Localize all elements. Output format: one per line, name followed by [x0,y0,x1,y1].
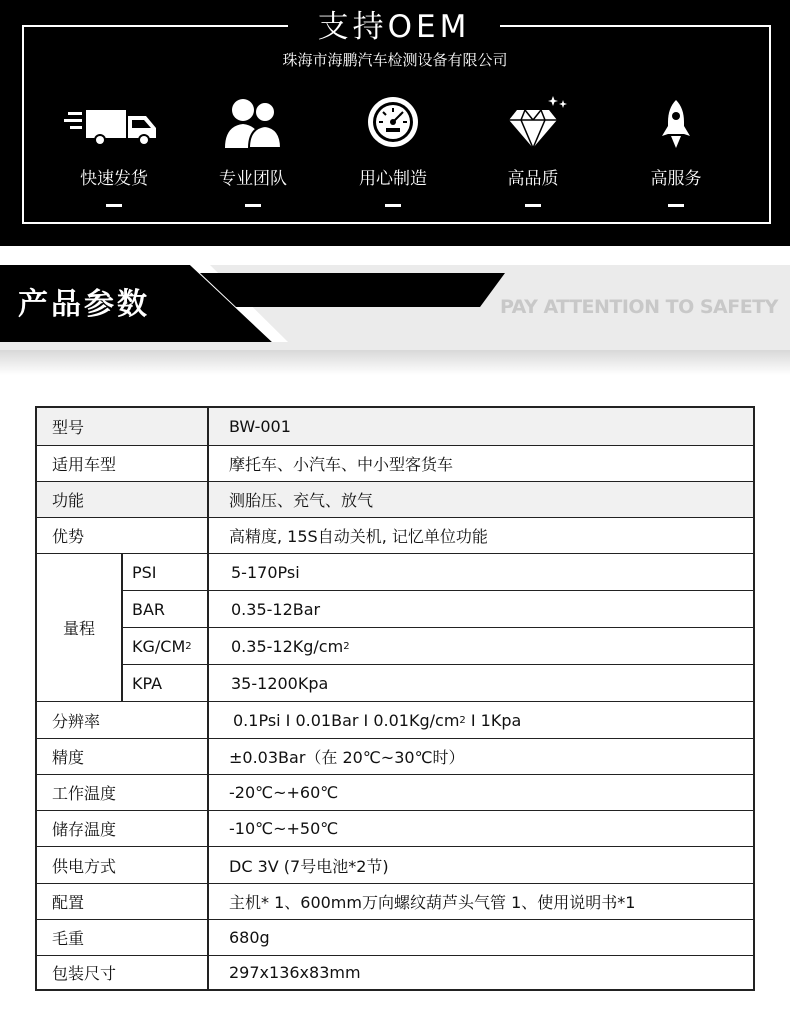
row-value: BW-001 [229,417,291,436]
divider-dash [385,204,401,207]
feature-fast-delivery [44,92,184,212]
feature-label: 高服务 [650,169,702,189]
row-label: 适用车型 [52,455,117,474]
row-label: 储存温度 [52,820,117,839]
range-value: 0.35-12Bar [231,599,321,619]
table-row-resolution [37,702,753,739]
truck-icon [64,92,164,156]
column-divider [207,591,209,627]
params-subtitle: PAY ATTENTION TO SAFETY [500,296,778,318]
row-value: -20℃~+60℃ [229,783,339,802]
table-row-power [37,847,753,884]
table-row-package-size [37,956,753,989]
row-label: 优势 [52,527,85,546]
range-value: 35-1200Kpa [231,673,329,693]
table-row-working-temp [37,775,753,811]
table-row-vehicles [37,446,753,482]
row-value: 297x136x83mm [229,963,361,982]
column-divider [207,628,209,664]
range-value: 0.35-12Kg/cm 2 [231,636,350,656]
row-value: 高精度, 15S自动关机, 记忆单位功能 [229,527,488,546]
feature-careful-manufacturing [323,92,463,212]
column-divider [207,482,209,517]
table-row-storage-temp [37,811,753,847]
spec-table [35,406,755,991]
oem-title-wrap [288,2,500,48]
column-divider [207,811,209,846]
row-value: ±0.03Bar（在 20℃~30℃时） [229,748,465,767]
team-icon [203,92,303,156]
row-label: 型号 [52,418,85,437]
column-divider [207,554,209,590]
row-value: 0.1Psi I 0.01Bar I 0.01Kg/cm 2 I 1Kpa [233,710,522,730]
range-value: 5-170Psi [231,562,300,582]
feature-label: 快速发货 [80,169,148,189]
row-label: 分辨率 [52,711,101,731]
divider-dash [245,204,261,207]
range-row-bar [121,591,753,628]
range-unit: KG/CM 2 [132,636,192,656]
range-row-psi [121,554,753,591]
table-row-model [37,408,753,446]
table-row-configuration [37,884,753,920]
row-value: 摩托车、小汽车、中小型客货车 [229,455,454,474]
range-unit: KPA [132,673,163,693]
column-divider [207,518,209,553]
column-divider [207,884,209,919]
params-header [0,265,790,375]
row-label: 毛重 [52,929,85,948]
range-unit: PSI [132,562,157,582]
company-name: 珠海市海鹏汽车检测设备有限公司 [282,51,508,69]
column-divider [207,408,209,445]
table-row-gross-weight [37,920,753,956]
range-row-kgcm2 [121,628,753,665]
row-label: 精度 [52,748,85,767]
row-value: 主机* 1、600mm万向螺纹葫芦头气管 1、使用说明书*1 [229,893,636,912]
oem-title: 支持OEM [317,9,471,45]
row-label: 配置 [52,893,85,912]
divider-dash [525,204,541,207]
table-row-advantage [37,518,753,554]
column-divider [207,446,209,481]
gauge-icon [343,92,443,156]
feature-label: 专业团队 [219,169,287,189]
row-value: 测胎压、充气、放气 [229,491,374,510]
feature-professional-team [183,92,323,212]
feature-label: 用心制造 [359,169,427,189]
range-label: 量程 [62,619,95,638]
column-divider [207,920,209,955]
row-label: 功能 [52,491,85,510]
table-row-function [37,482,753,518]
column-divider [207,739,209,774]
row-value: DC 3V (7号电池*2节) [229,856,389,876]
column-divider [207,956,209,989]
column-divider [207,702,209,738]
row-value: -10℃~+50℃ [229,819,339,838]
diamond-icon [483,92,583,156]
column-divider [207,665,209,701]
params-title: 产品参数 [18,287,150,322]
range-group [37,554,753,702]
range-row-kpa [121,665,753,701]
divider-dash [668,204,684,207]
rocket-icon [626,92,726,156]
feature-high-quality [463,92,603,212]
feature-label: 高品质 [507,169,559,189]
range-unit: BAR [132,599,166,619]
row-value: 680g [229,928,270,947]
column-divider [207,847,209,883]
oem-banner [0,0,790,246]
column-divider [207,775,209,810]
divider-dash [106,204,122,207]
row-label: 工作温度 [52,784,117,803]
row-label: 包装尺寸 [52,964,117,983]
row-label: 供电方式 [52,856,117,876]
feature-high-service [606,92,746,212]
table-row-accuracy [37,739,753,775]
